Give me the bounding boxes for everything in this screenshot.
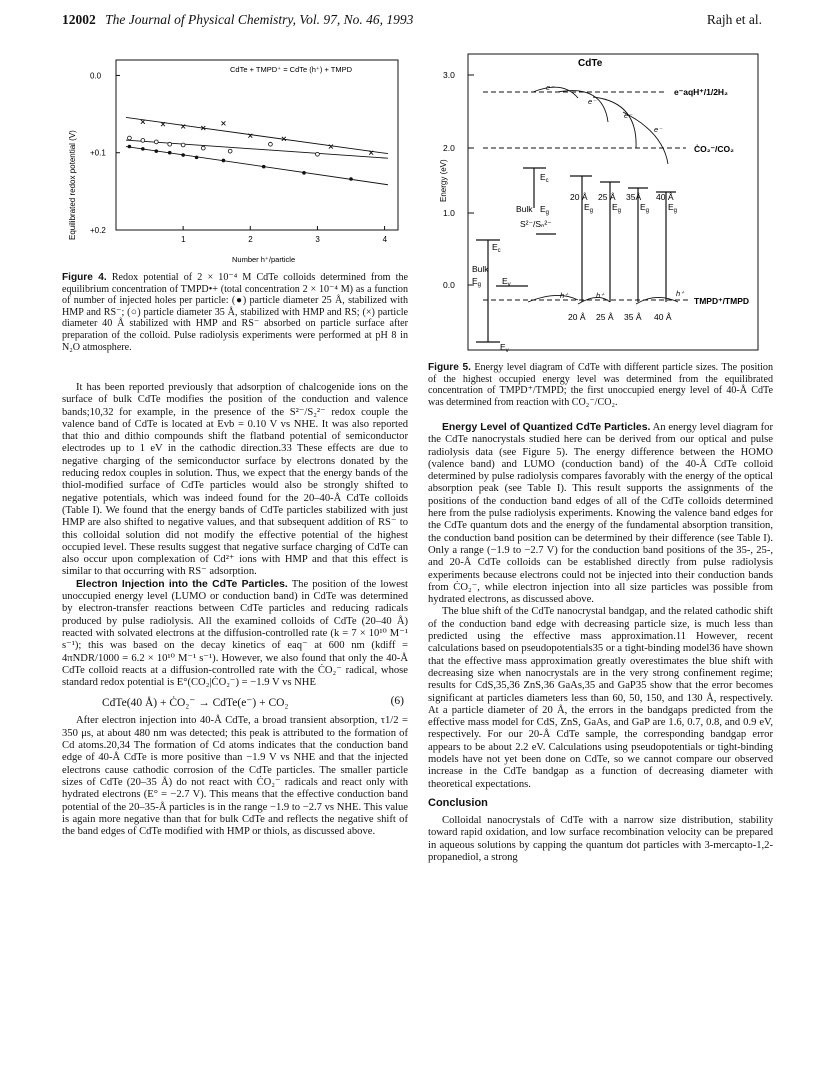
fig4-point-cross [329, 145, 333, 149]
s2-label: S²⁻/Sₙ²⁻ [520, 219, 552, 229]
fig4-ylabel: Equilibrated redox potential (V) [68, 130, 77, 240]
svg-text:Eg [584, 202, 593, 214]
eg-label: E [540, 204, 546, 214]
section-heading-energy-level: Energy Level of Quantized CdTe Particles. [442, 422, 651, 433]
size-label-bottom: 25 Å [596, 312, 614, 322]
journal-title: The Journal of Physical Chemistry, Vol. 97, No. 46, 1993 [105, 12, 414, 27]
fig4-point-open [269, 142, 273, 146]
paragraph: Colloidal nanocrystals of CdTe with a narrow size distribution, stability toward rapid oxidation, and low surface recombination velocity can be prepared in aqueous solutions by capping the quantum dot particles with 3-mercapto-1,2-propanediol, a strong [428, 814, 773, 863]
eg-sub: g [545, 210, 550, 216]
svg-text:Ev [500, 342, 509, 354]
eg-sub: g [589, 208, 594, 214]
bulk-label: Bulk [516, 204, 533, 214]
equation-6 [62, 695, 408, 709]
paragraph: The blue shift of the CdTe nanocrystal bandgap, and the related cathodic shift of the conduction band edge with decreasing particle size, is much less than predicted using the effective mass approximation.11 However, recent calculations based on pseudopotentials35 or a tight-binding model36 have shown that the effective mass approximation greatly overestimates the blue shift with decreasing size when nanocrystals are in the very strong confinement regime; results for CdS,35,36 ZnS,36 GaAs,35 and GaP35 show that the error becomes significant at particles diameters less than 60, 50, 150, and 130 Å, respectively. At a particle diameter of 20 Å, the errors in the bandgaps predicted from the effective mass model for CdS, ZnS, GaAs, and GaP are 1.6, 0.7, 0.8, and 0.9 eV, respectively. For our 20-Å CdTe sample, the corresponding bandgap error appears to be about 2.2 eV. Calculations using pseudopotentials or tight-binding models have not yet been done on CdTe, so we cannot compare our observed increase in the CdTe bandgap as a function of decreasing diameter with theoretical expectations. [428, 606, 773, 790]
left-column-text [62, 382, 408, 838]
eg-sub: g [617, 208, 622, 214]
fig4-point-filled [222, 159, 226, 163]
figure-4-label: Figure 4. [62, 272, 107, 283]
fig4-ytick-label: 0.0 [90, 71, 102, 81]
fig4-point-open [201, 146, 205, 150]
fig4-point-filled [141, 147, 145, 151]
figure-4-chart [62, 50, 408, 272]
fig4-point-open [181, 143, 185, 147]
fig4-point-filled [181, 153, 185, 157]
size-label-bottom: 35 Å [624, 312, 642, 322]
fig4-point-cross [141, 120, 145, 124]
eg-label: E [472, 276, 478, 286]
fig4-xlabel: Number h⁺/particle [232, 255, 296, 264]
fig4-point-filled [349, 177, 353, 181]
fig4-xtick-label: 1 [181, 235, 186, 244]
hole-label: h⁺ [676, 289, 685, 298]
figure-5-diagram [428, 52, 773, 356]
ec-label: E [540, 172, 546, 182]
paragraph: An energy level diagram for the CdTe nanocrystals studied here can be derived from our optical and pulse radiolysis data (see Figure 5). The energy difference between the HOMO (valence band) and LUMO (conduction band) of the 40-Å CdTe colloid determined by pulse radiolysis compares favorably with the energy of the optical absorption peak (see Table I). This result supports the assignments of the positions of the conduction band edges of all of the CdTe colloids determined here from the pulse radiolysis experiments. Knowing the valence band edges for the CdTe quantum dots and the energy of the fundamental absorption transition, the conduction band position can be determined by their difference (see Table I). Only a range (−1.9 to −2.7 V) for the conduction band positions of the 35-, 25-, and 20-Å CdTe colloids can be established directly from pulse radiolysis experiments because electrons could not be injected into their conduction bands from ĊO₂⁻, while electron injection into all size particles was possible from hydrated electrons, as discussed above. [428, 422, 773, 606]
electron-label: e⁻ [588, 97, 597, 106]
eg-sub: g [645, 208, 650, 214]
ev-sub: v [507, 282, 511, 288]
level-tmpd-label: TMPD⁺/TMPD [694, 296, 750, 306]
ec-label: E [492, 242, 498, 252]
figure-4-caption-text: Redox potential of 2 × 10⁻⁴ M CdTe colloids determined from the equilibrium concentration of TMPD•+ (total concentration 2 × 10⁻⁴ M) as a function of number of injected holes per particle: (●) particle diameter 25 Å, stabilized with HMP and RS⁻; (○) particle diameter 35 Å, stabilized with HMP and RS; (×) particle diameter 40 Å stabilized with HMP and RS⁻ absorbed on particle surface after preparation of the colloid. Pulse radiolysis experiments were performed at pH 8 in N₂O atmosphere. [62, 272, 408, 353]
size-label-bottom: 40 Å [654, 312, 672, 322]
eg-sub: g [673, 208, 678, 214]
fig4-point-filled [128, 145, 132, 149]
fig4-point-open [141, 138, 145, 142]
paragraph: It has been reported previously that adsorption of chalcogenide ions on the surface of bulk CdTe modifies the position of the conduction and valence bands;10,32 for example, in the presence of the S²⁻/S₂²⁻ redox couple the valence band of CdTe is located at Evb = 0.10 V vs NHE. It was also reported that thio and dithio compounds shift the flatband potential of semiconductor electrodes up to 1 eV in the cathodic direction.33 These effects are due to negative charging of the semiconductor surface by electrons donated by the reducing redox couples in solution. Thus, we expect that the energy bands of the thiol-modified surface of CdTe particles would also be strongly shifted to negative potentials, which was indeed found for the 20–40-Å CdTe colloids (Table I). We found that the energy bands of CdTe particles stabilized with just HMP are also shifted to negative values, and that subsequent addition of RS⁻ to this colloidal solution did not modify the effective potential of the highest occupied level. These results suggest that negative surface charging of CdTe can also occur upon complexation of Cd²⁺ ions with HMP and that this effect is similar to that occurring with RS⁻ adsorption. [62, 382, 408, 578]
fig4-point-open [228, 149, 232, 153]
fig4-equation: CdTe + TMPD⁺ = CdTe (h⁺) + TMPD [230, 65, 353, 74]
fig5-ytick: 2.0 [443, 143, 455, 153]
fig5-ytick: 0.0 [443, 280, 455, 290]
figure-4-caption [62, 272, 408, 353]
ev-label: E [500, 342, 506, 352]
size-label: 20 Å [570, 192, 588, 202]
level-co2-label: ĊO₂⁻/CO₂ [694, 144, 734, 154]
ec-sub: c [497, 248, 501, 254]
equation-text: CdTe(40 Å) + ĊO₂⁻ → CdTe(e⁻) + CO₂ [102, 697, 289, 710]
bulk-label: Bulk [472, 264, 489, 274]
fig4-plot-frame [116, 60, 398, 230]
right-column-text [428, 422, 773, 864]
svg-text:Eg [540, 204, 549, 216]
figure-5-caption-text: Energy level diagram of CdTe with different particle sizes. The position of the highest occupied energy level was determined from the equilibrated concentration of TMPD⁺/TMPD; the first unoccupied energy level of 40-Å CdTe was determined from reaction with CO₂⁻/CO₂. [428, 362, 773, 408]
eg-label: E [584, 202, 590, 212]
ev-sub: v [505, 348, 509, 354]
ev-label: E [502, 276, 508, 286]
fig4-fit-line [126, 117, 388, 153]
fig4-point-cross [221, 121, 225, 125]
fig4-point-filled [168, 151, 172, 155]
conclusion-heading: Conclusion [428, 796, 488, 809]
fig4-point-open [168, 142, 172, 146]
paragraph: After electron injection into 40-Å CdTe, a broad transient absorption, τ1/2 = 350 μs, at about 480 nm was detected; this peak is attributed to the formation of Cd atoms.20,34 The formation of Cd atoms indicates that the conduction band edge of 40-Å CdTe is more positive than −1.9 V vs NHE and that the injected electrons cause cathodic corrosion of the CdTe particles. The smaller particle sizes of CdTe (20–35 Å) do not react with ĊO₂⁻ radicals and react only with hydrated electrons (E° = −2.7 V). This means that the effective conduction band potential of the 20–35-Å particles is in the range −1.9 to −2.7 vs NHE. This value is again more negative than that for bulk CdTe and reflects the negative shift of the band edges of CdTe modified with HMP or thiols, as discussed above. [62, 715, 408, 838]
hole-label: h⁺ [596, 291, 605, 300]
fig4-fit-line [126, 140, 388, 158]
svg-text:Eg [472, 276, 481, 288]
svg-text:Eg [668, 202, 677, 214]
fig5-ytick: 3.0 [443, 70, 455, 80]
figure-5-caption [428, 362, 773, 408]
fig4-point-filled [195, 156, 199, 160]
level-eaq-label: e⁻aqH⁺/1/2H₂ [674, 87, 728, 97]
fig4-xtick-label: 4 [382, 235, 388, 244]
fig4-point-filled [302, 171, 306, 175]
svg-text:Eg [640, 202, 649, 214]
electron-label: e⁻ [654, 125, 663, 134]
svg-text:Eg [612, 202, 621, 214]
eg-label: E [612, 202, 618, 212]
fig5-ytick: 1.0 [443, 208, 455, 218]
size-label: 40 Å [656, 192, 674, 202]
fig4-ytick-label: +0.2 [90, 226, 106, 235]
figure-5-label: Figure 5. [428, 362, 471, 373]
fig4-xtick-label: 2 [248, 235, 253, 244]
eg-label: E [640, 202, 646, 212]
running-authors: Rajh et al. [706, 12, 762, 27]
fig4-ytick-label: +0.1 [90, 148, 106, 158]
svg-text:Ec [492, 242, 501, 254]
size-label: 25 Å [598, 192, 616, 202]
fig4-point-filled [154, 149, 158, 153]
fig4-point-open [154, 140, 158, 144]
electron-label: e⁻ [624, 111, 633, 120]
page-number: 12002 [62, 12, 96, 27]
fig4-point-filled [262, 165, 266, 169]
hole-label: h⁺ [560, 291, 569, 300]
equation-number: (6) [390, 695, 404, 708]
page-header [62, 12, 762, 28]
size-label: 35Å [626, 192, 642, 202]
fig4-point-open [316, 152, 320, 156]
eg-sub: g [477, 282, 482, 288]
svg-text:Ec [540, 172, 549, 184]
fig4-point-open [128, 136, 132, 140]
fig4-fit-line [126, 147, 388, 185]
fig4-xtick-label: 3 [315, 235, 320, 244]
electron-label: e⁻ [546, 83, 555, 92]
paragraph: The position of the lowest unoccupied energy level (LUMO or conduction band) in CdTe was determined by electron-transfer reactions between CdTe particles and reducing radicals produced by pulse radiolysis. All the examined colloids of CdTe (20–40 Å) reacted with solvated electrons at the diffusion-controlled rate (k = 7 × 10¹⁰ M⁻¹ s⁻¹); this was based on the decay kinetics of eaq⁻ at 600 nm (kdiff = 4πNDR/1000 = 6.2 × 10¹⁰ M⁻¹ s⁻¹). However, we also found that only the 40-Å CdTe colloid reacts at a diffusion-controlled rate with the ĊO₂⁻ radical, whose standard redox potential is E°(CO₂|ĊO₂⁻) = −1.9 V vs NHE [62, 578, 408, 689]
fig5-title: CdTe [578, 58, 603, 69]
eg-label: E [668, 202, 674, 212]
fig5-ylabel: Energy (eV) [439, 159, 448, 202]
ec-sub: c [545, 178, 549, 184]
size-label-bottom: 20 Å [568, 312, 586, 322]
section-heading-electron-injection: Electron Injection into the CdTe Particles. [76, 578, 288, 590]
